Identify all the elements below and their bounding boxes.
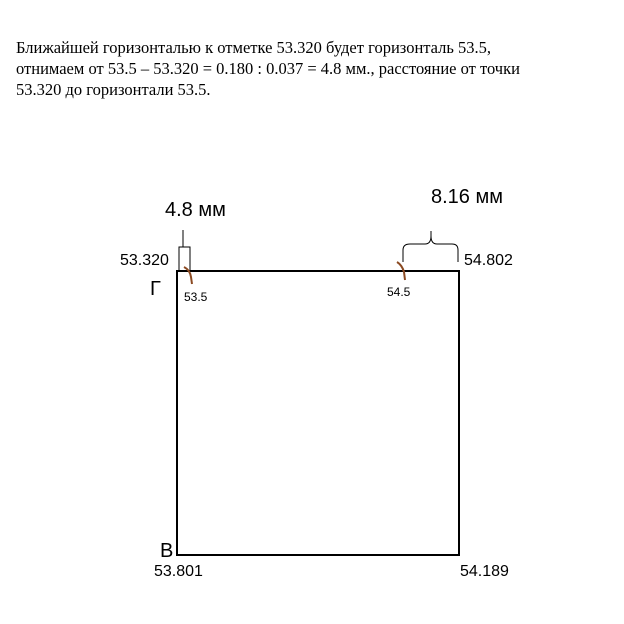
contour-label-53-5: 53.5 bbox=[184, 290, 208, 304]
plot-square bbox=[177, 271, 459, 555]
corner-letter-g: Г bbox=[150, 278, 161, 300]
contour-label-54-5: 54.5 bbox=[387, 285, 411, 299]
elevation-bottom-right: 54.189 bbox=[460, 563, 509, 580]
corner-letter-v: В bbox=[160, 540, 174, 562]
elevation-top-right: 54.802 bbox=[464, 252, 513, 269]
contour-tick-53-5 bbox=[184, 267, 192, 284]
dimension-left-label: 4.8 мм bbox=[165, 199, 226, 221]
elevation-bottom-left: 53.801 bbox=[154, 563, 203, 580]
right-dimension-brace bbox=[403, 231, 458, 262]
paragraph-line-1: Ближайшей горизонталью к отметке 53.320 будет горизонталь 53.5, bbox=[16, 38, 492, 57]
paragraph-line-3: 53.320 до горизонтали 53.5. bbox=[16, 80, 211, 99]
dimension-right-label: 8.16 мм bbox=[431, 186, 503, 208]
paragraph-line-2: отнимаем от 53.5 – 53.320 = 0.180 : 0.037 = 4.8 мм., расстояние от точки bbox=[16, 59, 520, 78]
elevation-top-left: 53.320 bbox=[120, 252, 169, 269]
